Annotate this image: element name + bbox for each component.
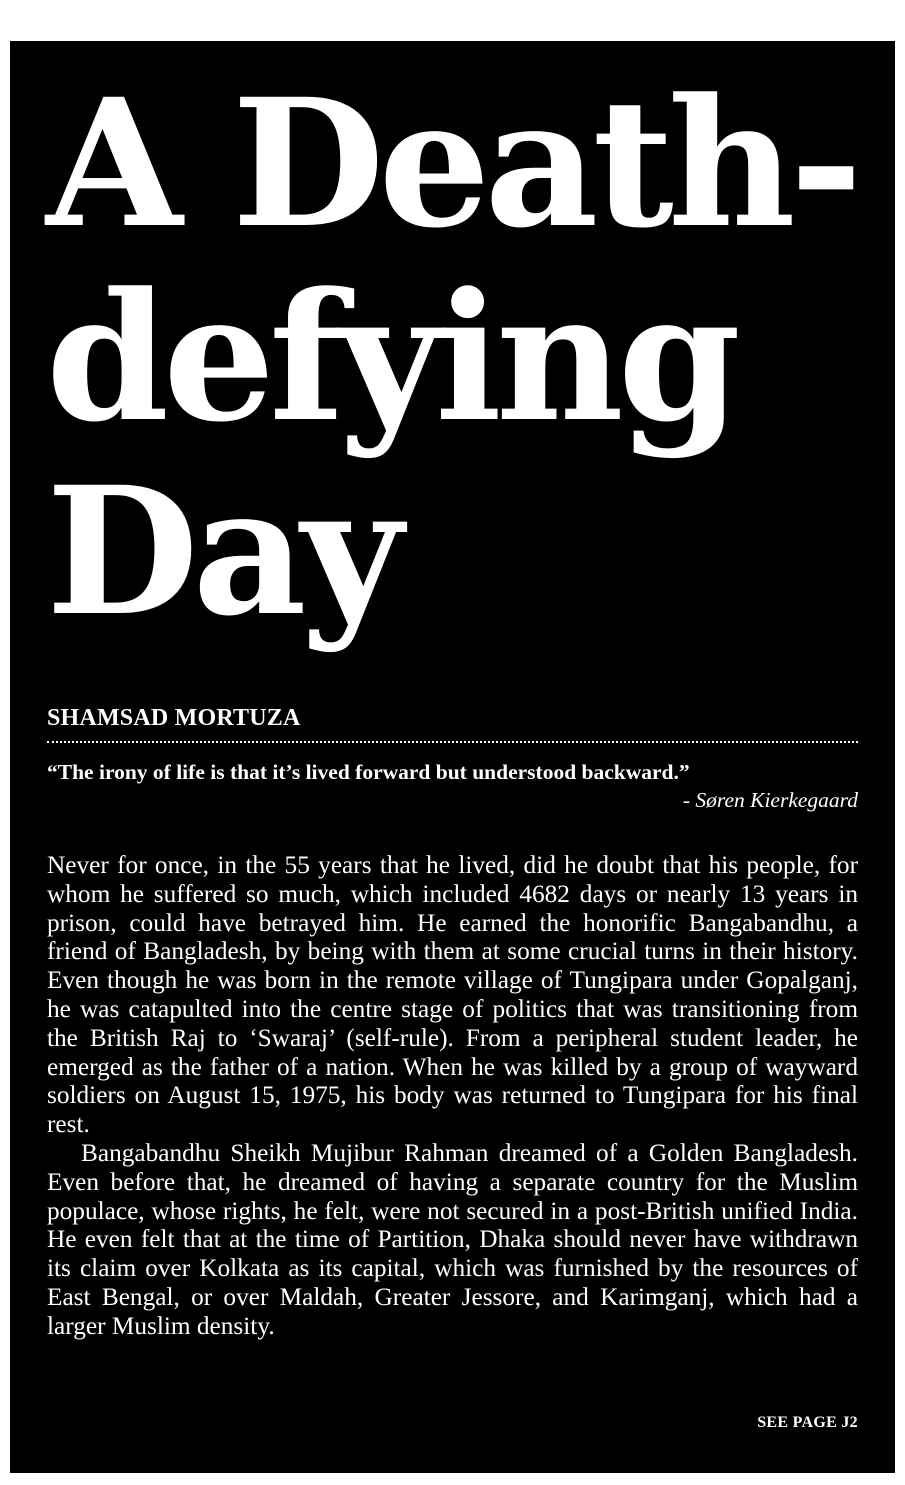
epigraph-quote: “The irony of life is that it’s lived forward but understood backward.” xyxy=(47,760,690,784)
headline-line-2: defying xyxy=(46,254,735,461)
epigraph-attribution: - Søren Kierkegaard xyxy=(682,788,858,812)
article-body xyxy=(47,851,858,1341)
headline-line-3: Day xyxy=(46,448,397,655)
headline xyxy=(46,60,886,655)
body-paragraph: Never for once, in the 55 years that he lived, did he doubt that his people, for whom he suffered so much, which included 4682 days or nearly 13 years in prison, could have betrayed him. He earned the honorific Bangabandhu, a friend of Bangladesh, by being with them at some crucial turns in their history. Even though he was born in the remote village of Tungipara under Gopalganj, he was catapulted into the centre stage of politics that was transitioning from the British Raj to ‘Swaraj’ (self-rule). From a peripheral student leader, he emerged as the father of a nation. When he was killed by a group of wayward soldiers on August 15, 1975, his body was returned to Tungipara for his final rest. xyxy=(47,851,858,1139)
author-byline: SHAMSAD MORTUZA xyxy=(47,705,301,731)
article-panel xyxy=(10,41,895,1473)
body-paragraph: Bangabandhu Sheikh Mujibur Rahman dreamed of a Golden Bangladesh. Even before that, he dreamed of having a separate country for the Muslim populace, whose rights, he felt, were not secured in a post-British unified India. He even felt that at the time of Partition, Dhaka should never have withdrawn its claim over Kolkata as its capital, which was furnished by the resources of East Bengal, or over Maldah, Greater Jessore, and Karimganj, which had a larger Muslim density. xyxy=(47,1138,858,1340)
headline-line-1: A Death- xyxy=(46,60,857,267)
continuation-link[interactable]: SEE PAGE J2 xyxy=(757,1414,858,1431)
dotted-divider xyxy=(47,741,858,743)
